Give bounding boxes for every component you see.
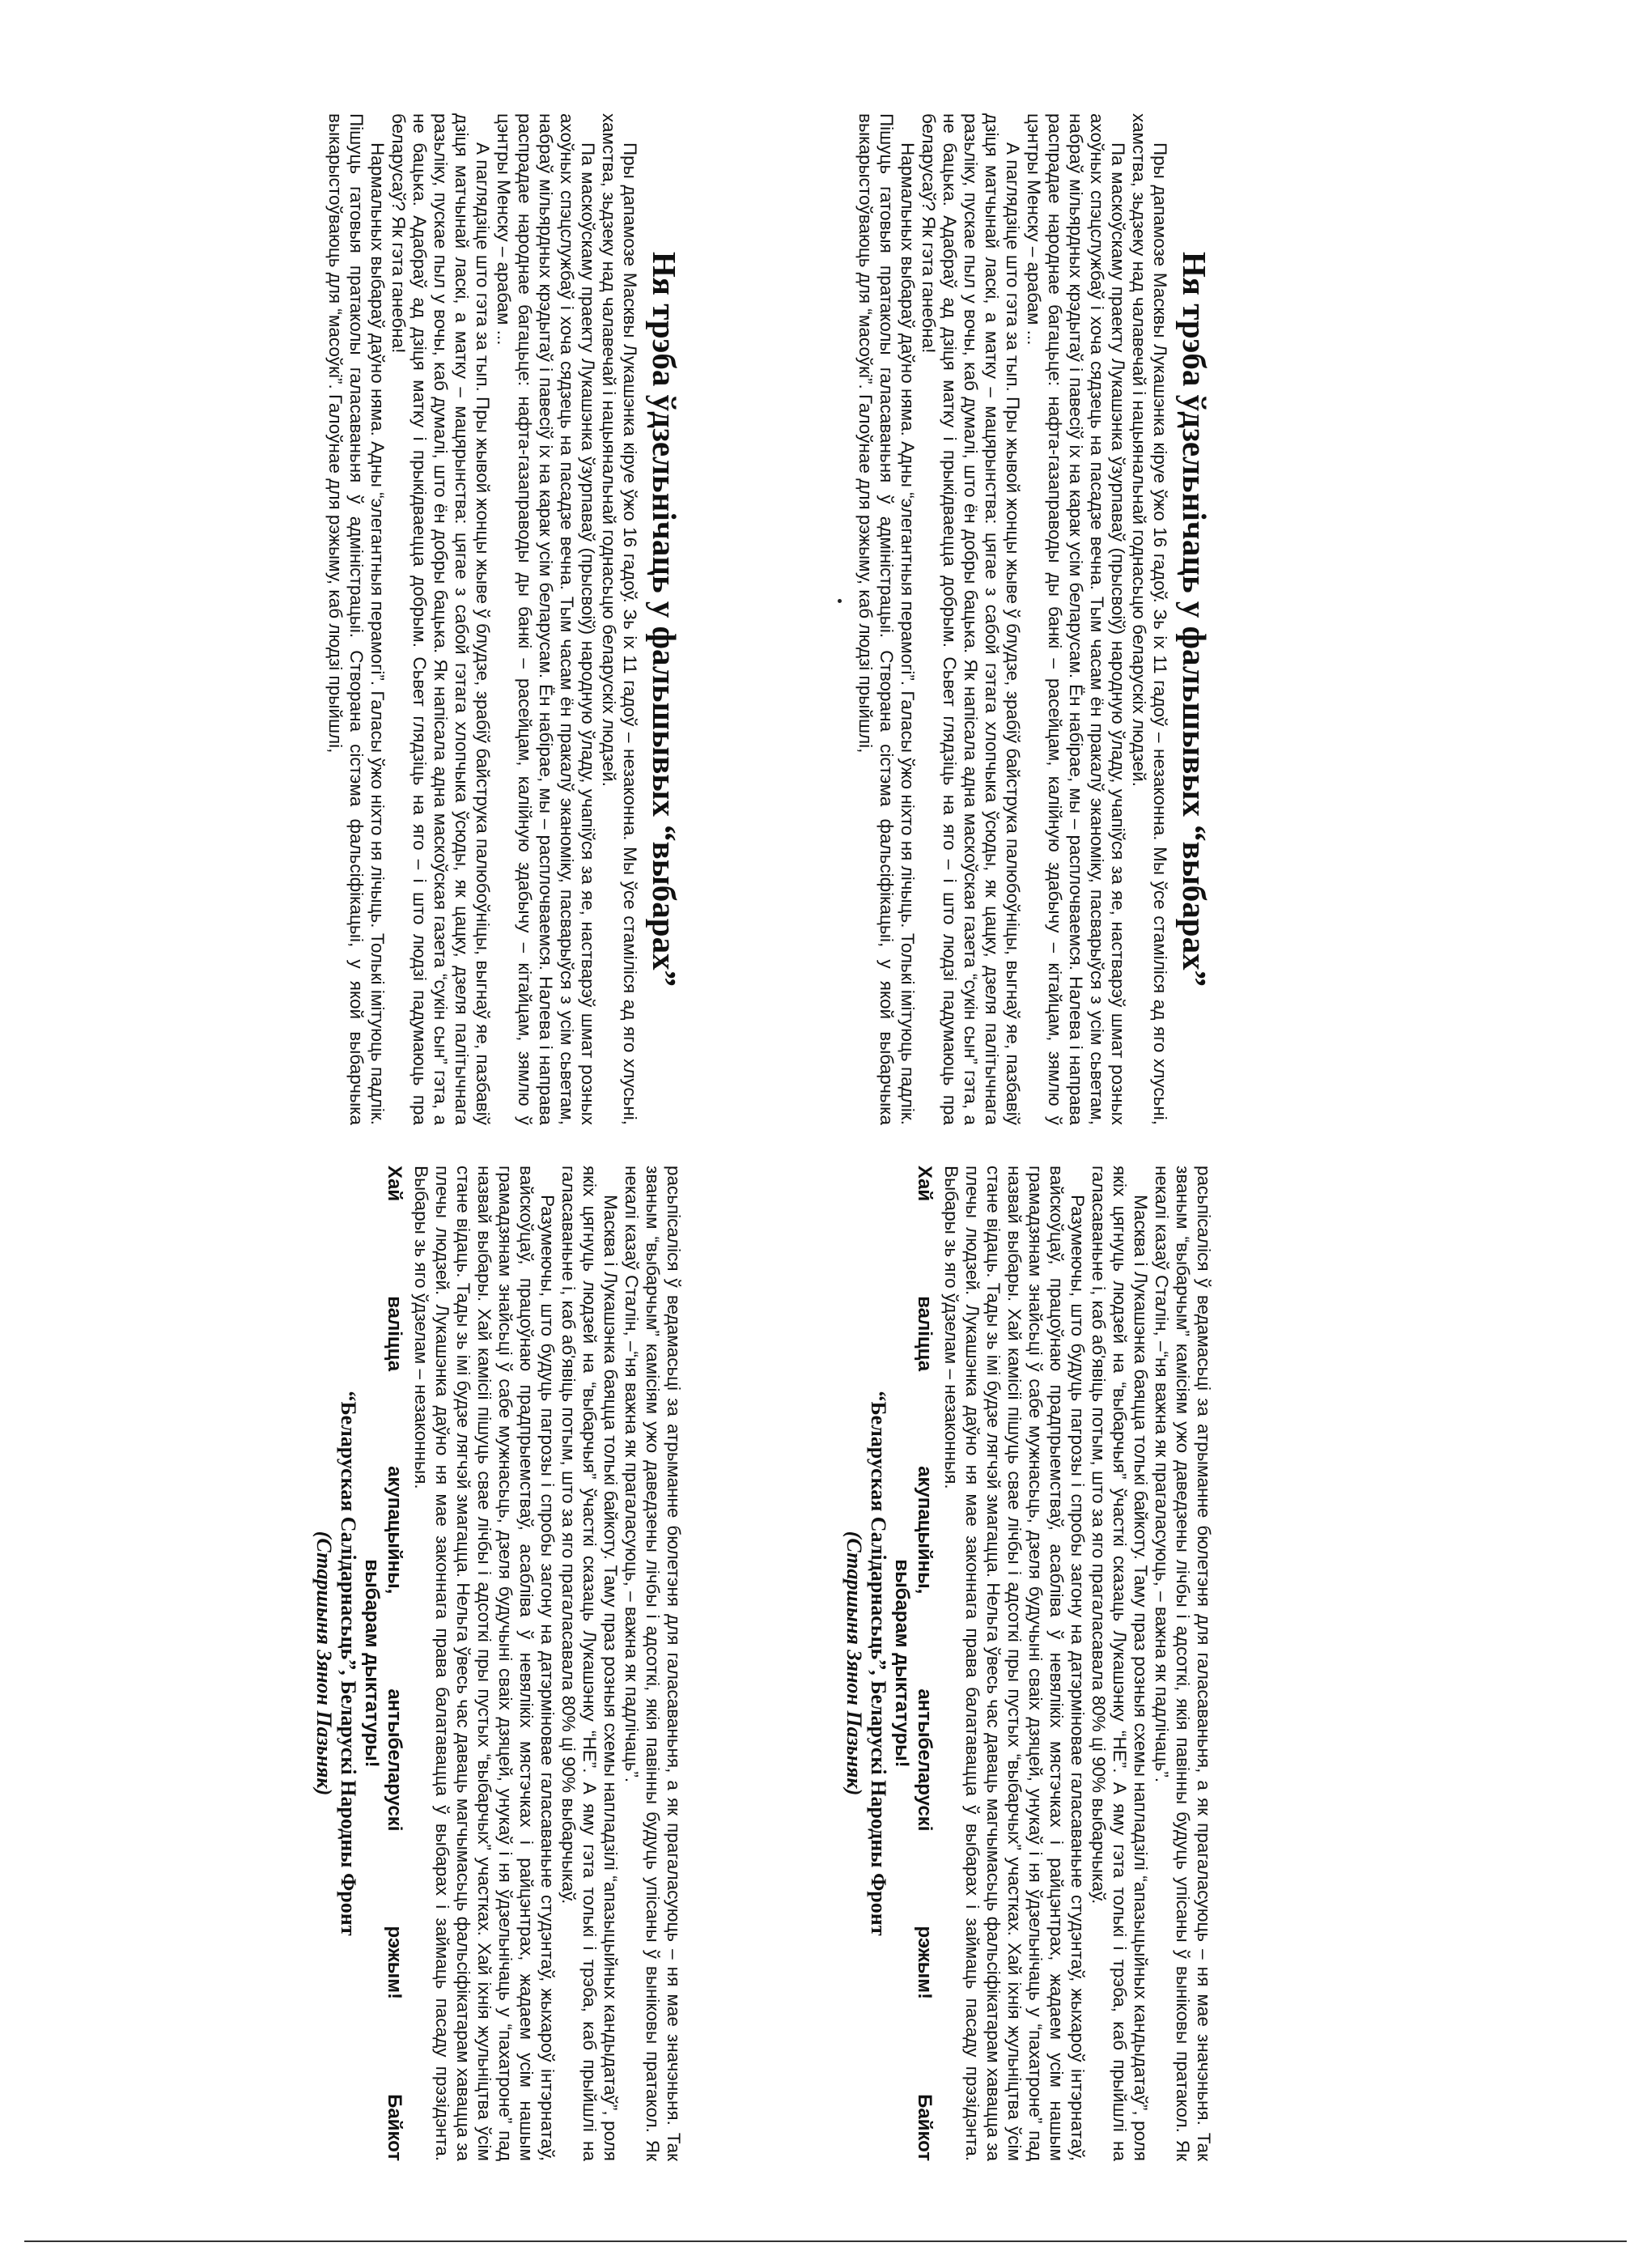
leaflet-2-signature: [312, 1166, 360, 2161]
leaflet-2-slogan-line-1: Хай валіцца акупацыйны, антыбеларускі рэжым! Байкот: [384, 1166, 405, 2161]
leaflet-2-part-2: [198, 1166, 684, 2161]
leaflet-2-slogan-line-2: выбарам дыктатуры!: [361, 1559, 383, 1768]
leaflet-2-paragraph-1: Па маскоўскаму праекту Лукашэнка ўзурпаваў (прысвоіў) народную ўладу, учапіўся за яе, настварэў шмат розных ахоўных спэцслужбаў і хоча сядзець на пасадзе вечна. Тым часам ён пракалў эканоміку, пасварыўся з усім сьветам, набраў мільярдных крэдытаў і павесіў іх на карак усім беларусам. Ён набірае, мы – расплочваемся. Налева і направа распрадае народнае багацьце: нафта-газаправоды ды банкі – расейцам, калійную здабычу – кітайцам, зямлю ў цэнтры Менску – арабам ...: [494, 113, 598, 1125]
leaflet-1-signature: [842, 1166, 890, 2161]
leaflet-2-paragraph-6: Разумеючы, што будуць пагрозы і спробы загону на датэрміновае галасаваньне студэнтаў, жыхароў інтэрнатаў, вайскоўцаў, працоўнаю прадпрыемстваў, асабліва ў невялікіх мястэчках і райцэнтрах, жадаем усім нашым грамадзянам знайсьці ў сабе мужнасьць, дзеля будучыні сваіх дзяцей, унукаў і ня ўдзельнічаць у “пахатроне” пад назвай выбары. Хай камісіі пішуць свае лічбы і адсоткі пры пустых “выбарчых” участках. Хай іхнія жульніцтва ўсім стане відаць. Тады зь імі будзе лягчэй змагацца. Нельга ўвесь час даваць магчымасьць фальсіфікатарам хавацца за плечы людзей. Лукашэнка даўно ня мае законнага права балатавацца ў выбарах і займаць пасаду прэзідэнта. Выбары зь яго ўдзелам – незаконныя.: [411, 1166, 558, 2162]
leaflet-2-paragraph-5: Масква і Лукашэнка баяцца толькі байкоту. Таму праз розныя схемы напладзілі “апазыцыйных кандыдатаў”, роля якіх цягнуць людзей на “выбарчыя” ўчасткі сказаць Лукашэнку “НЕ”. А яму гэта толькі і трэба, каб прыйшлі на галасаваньне і, каб аб'явіць потым, што за яго прагаласавала 80% ці 90% выбарчыкаў.: [558, 1166, 621, 2161]
leaflet-1-part-2: [728, 1166, 1214, 2161]
leaflet-2-paragraph-3: Нармальных выбараў даўно няма. Адны “элегантныя перамогі”. Галасы ўжо ніхто ня лічыць. Толькі імітуюць падлік. Пішуць гатовыя пратаколы галасаваньня ў адміністрацыі. Створана сістэма фальсіфікацыі, у якой выбарчыка выкарыстоўваюць для “масоўкі”. Галоўнае для рэжыму, каб людзі прыйшлі,: [325, 113, 388, 1125]
leaflet-1-paragraph-2: А паглядзіце што гэта за тып. Пры жывой жонцы жыве ў блудзе, зрабіў байструка палюбоўніцы, выгнаў яе, пазбавіў дзіця матчынай ласкі, а матку – мацярынства: цягае з сабой гэтага хлопчыка ўсюды, як цацку, дзеля палітычнага разьліку, пускае пыл у вочы, каб думалі, што ён добры бацька. Як напісала адна маскоўская газета “сукін сын” гэта, а не бацька. Адабраў ад дзіця матку і прыкідваецца добрым. Сьвет глядзіць на яго – і што людзі падумаюць пра беларусаў? Як гэта ганебна!: [919, 113, 1023, 1125]
leaflet-1-title: Ня трэба ўдзельнічаць у фальшывых “выбарах”: [1176, 251, 1213, 987]
leaflet-1-paragraph-5: Масква і Лукашэнка баяцца толькі байкоту. Таму праз розныя схемы напладзілі “апазыцыйных кандыдатаў”, роля якіх цягнуць людзей на “выбарчыя” ўчасткі сказаць Лукашэнку “НЕ”. А яму гэта толькі і трэба, каб прыйшлі на галасаваньне і, каб аб'явіць потым, што за яго прагаласавала 80% ці 90% выбарчыкаў.: [1089, 1166, 1151, 2161]
scan-speck: [838, 599, 842, 603]
leaflet-1-paragraph-1: Па маскоўскаму праекту Лукашэнка ўзурпаваў (прысвоіў) народную ўладу, учапіўся за яе, настварэў шмат розных ахоўных спэцслужбаў і хоча сядзець на пасадзе вечна. Тым часам ён пракалў эканоміку, пасварыўся з усім сьветам, набраў мільярдных крэдытаў і павесіў іх на карак усім беларусам. Ён набірае, мы – расплочваемся. Налева і направа распрадае народнае багацьце: нафта-газаправоды ды банкі – расейцам, калійную здабычу – кітайцам, зямлю ў цэнтры Менску – арабам ...: [1024, 113, 1128, 1125]
leaflet-1-paragraph-3: Нармальных выбараў даўно няма. Адны “элегантныя перамогі”. Галасы ўжо ніхто ня лічыць. Толькі імітуюць падлік. Пішуць гатовыя пратаколы галасаваньня ў адміністрацыі. Створана сістэма фальсіфікацыі, у якой выбарчыка выкарыстоўваюць для “масоўкі”. Галоўнае для рэжыму, каб людзі прыйшлі,: [855, 113, 918, 1125]
leaflet-1-slogan: [890, 1166, 936, 2161]
leaflet-2-intro: Пры дапамозе Масквы Лукашэнка кіруе ўжо 16 гадоў. Зь іх 11 гадоў – незаконна. Мы ўсе стаміліся ад яго хлусьні, хамства, зьдзеку над чалавечай і нацыянальнай годнасьцю беларускіх людзей.: [599, 113, 640, 1125]
leaflet-2-part-1: [198, 113, 684, 1125]
leaflet-1-intro: Пры дапамозе Масквы Лукашэнка кіруе ўжо 16 гадоў. Зь іх 11 гадоў – незаконна. Мы ўсе стаміліся ад яго хлусьні, хамства, зьдзеку над чалавечай і нацыянальнай годнасьцю беларускіх людзей.: [1129, 113, 1170, 1125]
leaflet-1-slogan-line-1: Хай валіцца акупацыйны, антыбеларускі рэжым! Байкот: [914, 1166, 936, 2161]
leaflet-2-paragraph-2: А паглядзіце што гэта за тып. Пры жывой жонцы жыве ў блудзе, зрабіў байструка палюбоўніцы, выгнаў яе, пазбавіў дзіця матчынай ласкі, а матку – мацярынства: цягае з сабой гэтага хлопчыка ўсюды, як цацку, дзеля палітычнага разьліку, пускае пыл у вочы, каб думалі, што ён добры бацька. Як напісала адна маскоўская газета “сукін сын” гэта, а не бацька. Адабраў ад дзіця матку і прыкідваецца добрым. Сьвет глядзіць на яго – і што людзі падумаюць пра беларусаў? Як гэта ганебна!: [388, 113, 493, 1125]
leaflet-1-paragraph-6: Разумеючы, што будуць пагрозы і спробы загону на датэрміновае галасаваньне студэнтаў, жыхароў інтэрнатаў, вайскоўцаў, працоўнаю прадпрыемстваў, асабліва ў невялікіх мястэчках і райцэнтрах, жадаем усім нашым грамадзянам знайсьці ў сабе мужнасьць, дзеля будучыні сваіх дзяцей, унукаў і ня ўдзельнічаць у “пахатроне” пад назвай выбары. Хай камісіі пішуць свае лічбы і адсоткі пры пустых “выбарчых” участках. Хай іхнія жульніцтва ўсім стане відаць. Тады зь імі будзе лягчэй змагацца. Нельга ўвесь час даваць магчымасьць фальсіфікатарам хавацца за плечы людзей. Лукашэнка даўно ня мае законнага права балатавацца ў выбарах і займаць пасаду прэзідэнта. Выбары зь яго ўдзелам – незаконныя.: [941, 1166, 1088, 2162]
leaflet-1-slogan-line-2: выбарам дыктатуры!: [891, 1559, 913, 1768]
leaflet-1-paragraph-4: расьпісаліся ў ведамасьці за атрыманне бюлетэня для галасаваньня, а як прагаласуюць – ня мае значэньня. Так званым “выбарчым” камісіям ужо даведзены лічбы і адсоткі, якія павінны будуць упісаны ў выніковы пратакол. Як некалі казаў Сталін, –“ня важна як прагаласуюць, – важна як падлічаць”.: [1152, 1166, 1214, 2161]
bottom-scan-rule: [24, 2240, 1627, 2242]
leaflet-1-signature-org: “Беларуская Салідарнасьць”, Беларускі Народны Фронт: [867, 1391, 890, 1936]
leaflet-2-slogan: [360, 1166, 405, 2161]
leaflet-2-paragraph-4: расьпісаліся ў ведамасьці за атрыманне бюлетэня для галасаваньня, а як прагаласуюць – ня мае значэньня. Так званым “выбарчым” камісіям ужо даведзены лічбы і адсоткі, якія павінны будуць упісаны ў выніковы пратакол. Як некалі казаў Сталін, –“ня важна як прагаласуюць, – важна як падлічаць”.: [622, 1166, 684, 2161]
leaflet-1-signature-chair: (Старшыня Зянон Пазьняк): [842, 1531, 866, 1796]
leaflet-2-title: Ня трэба ўдзельнічаць у фальшывых “выбарах”: [646, 251, 683, 987]
leaflet-2-signature-org: “Беларуская Салідарнасьць”, Беларускі Народны Фронт: [337, 1391, 360, 1936]
leaflet-1-part-1: [728, 113, 1214, 1125]
leaflet-2-signature-chair: (Старшыня Зянон Пазьняк): [312, 1531, 336, 1796]
